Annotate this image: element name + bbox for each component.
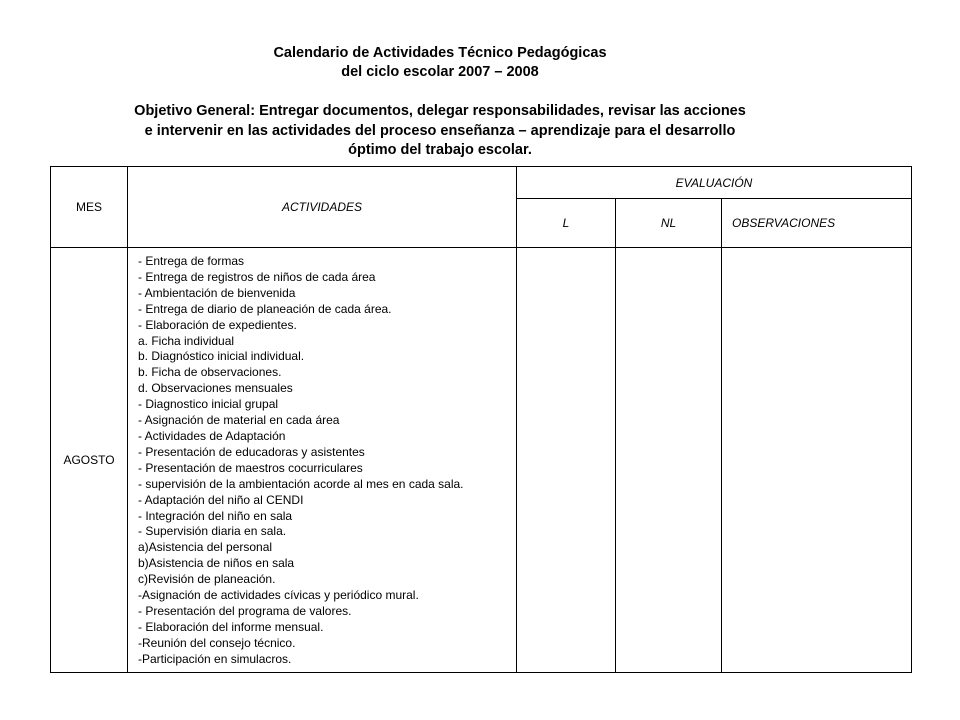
activities-calendar-table [50, 166, 912, 673]
list-item: -Asignación de actividades cívicas y periódico mural. [138, 588, 419, 603]
list-item: d. Observaciones mensuales [138, 381, 293, 396]
header-evaluacion: EVALUACIÓN [517, 167, 912, 199]
list-item: - Actividades de Adaptación [138, 428, 286, 443]
list-item: - Presentación del programa de valores. [138, 603, 352, 618]
header-actividades: ACTIVIDADES [128, 167, 517, 248]
list-item: - Asignación de material en cada área [138, 413, 340, 428]
objective-line-3: óptimo del trabajo escolar. [348, 142, 532, 158]
list-item: b. Diagnóstico inicial individual. [138, 349, 305, 364]
document-title [60, 44, 820, 82]
activities-cell [128, 248, 517, 673]
list-item: - Elaboración de expedientes. [138, 317, 297, 332]
objective-line-2: e intervenir en las actividades del proceso enseñanza – aprendizaje para el desarrollo [144, 122, 736, 139]
list-item: - Elaboración del informe mensual. [138, 619, 324, 634]
title-line-2: del ciclo escolar 2007 – 2008 [341, 64, 539, 80]
list-item: b. Ficha de observaciones. [138, 365, 282, 380]
list-item: c)Revisión de planeación. [138, 572, 276, 587]
title-line-1: Calendario de Actividades Técnico Pedagógicas [273, 45, 607, 61]
observaciones-cell [722, 248, 912, 673]
list-item: - Adaptación del niño al CENDI [138, 492, 304, 507]
table-header-row [51, 167, 912, 199]
objective-line-1: Objetivo General: Entregar documentos, delegar responsabilidades, revisar las acciones [134, 103, 746, 119]
list-item: - Supervisión diaria en sala. [138, 524, 287, 539]
table-row [51, 248, 912, 673]
list-item: - Entrega de diario de planeación de cada área. [138, 301, 392, 316]
header-mes: MES [51, 167, 128, 248]
list-item: - supervisión de la ambientación acorde al mes en cada sala. [138, 476, 464, 491]
general-objective [60, 102, 820, 161]
list-item: a. Ficha individual [138, 333, 235, 348]
list-item: - Integración del niño en sala [138, 508, 293, 523]
l-cell [517, 248, 616, 673]
header-nl: NL [616, 199, 722, 248]
list-item: a)Asistencia del personal [138, 540, 273, 555]
nl-cell [616, 248, 722, 673]
header-observaciones: OBSERVACIONES [722, 199, 912, 248]
list-item: - Presentación de educadoras y asistentes [138, 444, 365, 459]
activities-list [128, 248, 516, 668]
list-item: -Participación en simulacros. [138, 651, 292, 666]
list-item: -Reunión del consejo técnico. [138, 635, 296, 650]
list-item: - Entrega de formas [138, 254, 245, 268]
list-item: - Ambientación de bienvenida [138, 285, 296, 300]
list-item: b)Asistencia de niños en sala [138, 556, 295, 571]
header-l: L [517, 199, 616, 248]
list-item: - Diagnostico inicial grupal [138, 397, 279, 412]
month-cell: AGOSTO [51, 248, 128, 673]
list-item: - Presentación de maestros cocurriculares [138, 460, 363, 475]
list-item: - Entrega de registros de niños de cada área [138, 269, 376, 284]
